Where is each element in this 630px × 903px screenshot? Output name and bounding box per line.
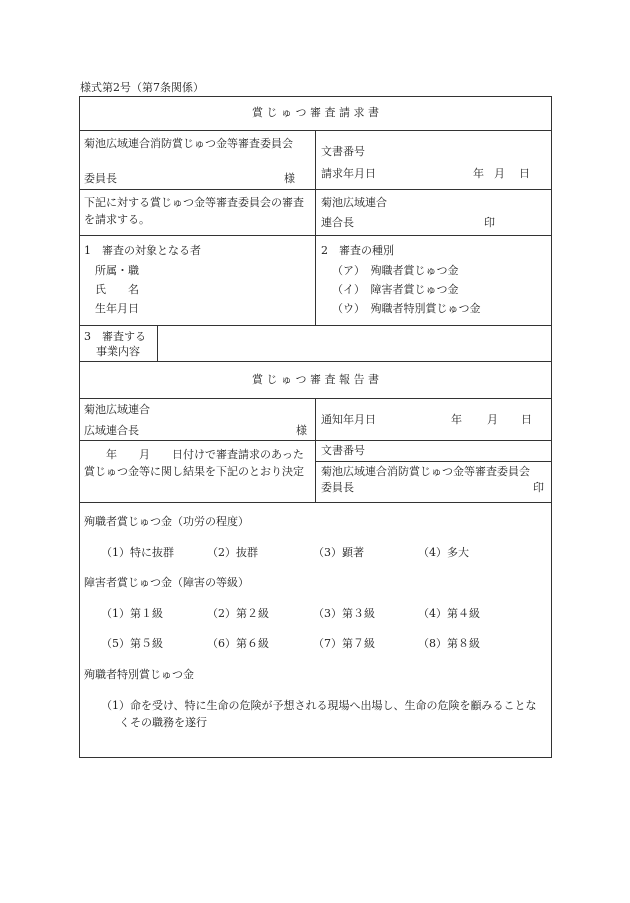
- section1-field: 氏 名: [95, 283, 139, 296]
- disability-option: （8）第８級: [418, 637, 480, 650]
- disability-option: （7）第７級: [313, 637, 375, 650]
- frame-left: [79, 96, 80, 758]
- report-month-label: 月: [487, 413, 498, 426]
- disability-option: （4）第４級: [418, 607, 480, 620]
- report-seal-label: 印: [533, 481, 544, 494]
- request-year-label: 年: [473, 167, 484, 180]
- death-option: （3）顕著: [313, 546, 364, 559]
- section3-label-line1: 3 審査する: [84, 330, 146, 343]
- report-notice-date-label: 通知年月日: [321, 413, 376, 426]
- rule-h8: [315, 461, 552, 462]
- death-option: （1）特に抜群: [101, 546, 174, 559]
- disability-option: （6）第６級: [207, 637, 269, 650]
- special-option: （1）命を受け、特に生命の危険が予想される現場へ出場し、生命の危険を顧みることなくその職務を遂行: [101, 699, 537, 729]
- frame-right: [551, 96, 552, 758]
- report-title: 賞 じ ゅ つ 審 査 報 告 書: [252, 373, 379, 386]
- report-doc-number-label: 文書番号: [321, 444, 365, 457]
- rule-v-report: [315, 398, 316, 503]
- report-addressee-org: 菊池広域連合: [84, 403, 150, 416]
- section2-heading: 2 審査の種別: [321, 244, 394, 257]
- request-addressee-honorific: 様: [284, 172, 295, 185]
- frame-bottom: [79, 757, 552, 758]
- section2-option: （イ） 障害者賞じゅつ金: [332, 283, 459, 296]
- request-month-label: 月: [494, 167, 505, 180]
- death-option: （2）抜群: [207, 546, 258, 559]
- disability-option: （3）第３級: [313, 607, 375, 620]
- request-body-text: 下記に対する賞じゅつ金等審査委員会の審査を請求する。: [84, 196, 304, 226]
- form-number: 様式第2号（第7条関係）: [80, 81, 204, 94]
- section2-option: （ウ） 殉職者特別賞じゅつ金: [332, 302, 481, 315]
- request-addressee-title: 委員長: [84, 172, 117, 185]
- section2-option: （ア） 殉職者賞じゅつ金: [332, 264, 459, 277]
- report-day-label: 日: [521, 413, 532, 426]
- request-title: 賞 じ ゅ つ 審 査 請 求 書: [252, 106, 379, 119]
- death-heading: 殉職者賞じゅつ金（功労の程度）: [84, 515, 249, 528]
- disability-option: （2）第２級: [207, 607, 269, 620]
- section3-label-line2: 事業内容: [96, 345, 140, 358]
- request-doc-number-label: 文書番号: [321, 145, 365, 158]
- request-sender-title: 連合長: [321, 216, 354, 229]
- request-day-label: 日: [519, 167, 530, 180]
- report-addressee-title: 広域連合長: [84, 424, 139, 437]
- request-addressee-org: 菊池広域連合消防賞じゅつ金等審査委員会: [84, 137, 293, 150]
- report-sender-title: 委員長: [321, 481, 354, 494]
- frame-top: [79, 96, 552, 97]
- report-sender-org: 菊池広域連合消防賞じゅつ金等審査委員会: [321, 465, 530, 478]
- report-decision-text: 年 月 日付けで審査請求のあった賞じゅつ金等に関し結果を下記のとおり決定: [84, 448, 304, 478]
- disability-option: （5）第５級: [101, 637, 163, 650]
- report-addressee-honorific: 様: [296, 424, 307, 437]
- request-date-label: 請求年月日: [321, 167, 376, 180]
- section1-heading: 1 審査の対象となる者: [84, 244, 201, 257]
- section1-field: 生年月日: [95, 302, 139, 315]
- special-heading: 殉職者特別賞じゅつ金: [84, 668, 194, 681]
- disability-heading: 障害者賞じゅつ金（障害の等級）: [84, 576, 249, 589]
- request-sender-org: 菊池広域連合: [321, 196, 387, 209]
- rule-v-section3: [157, 325, 158, 362]
- rule-h5: [79, 361, 552, 362]
- disability-option: （1）第１級: [101, 607, 163, 620]
- death-option: （4）多大: [418, 546, 469, 559]
- section1-field: 所属・職: [95, 264, 139, 277]
- request-seal-label: 印: [484, 216, 495, 229]
- report-year-label: 年: [451, 413, 462, 426]
- rule-v-request: [315, 130, 316, 326]
